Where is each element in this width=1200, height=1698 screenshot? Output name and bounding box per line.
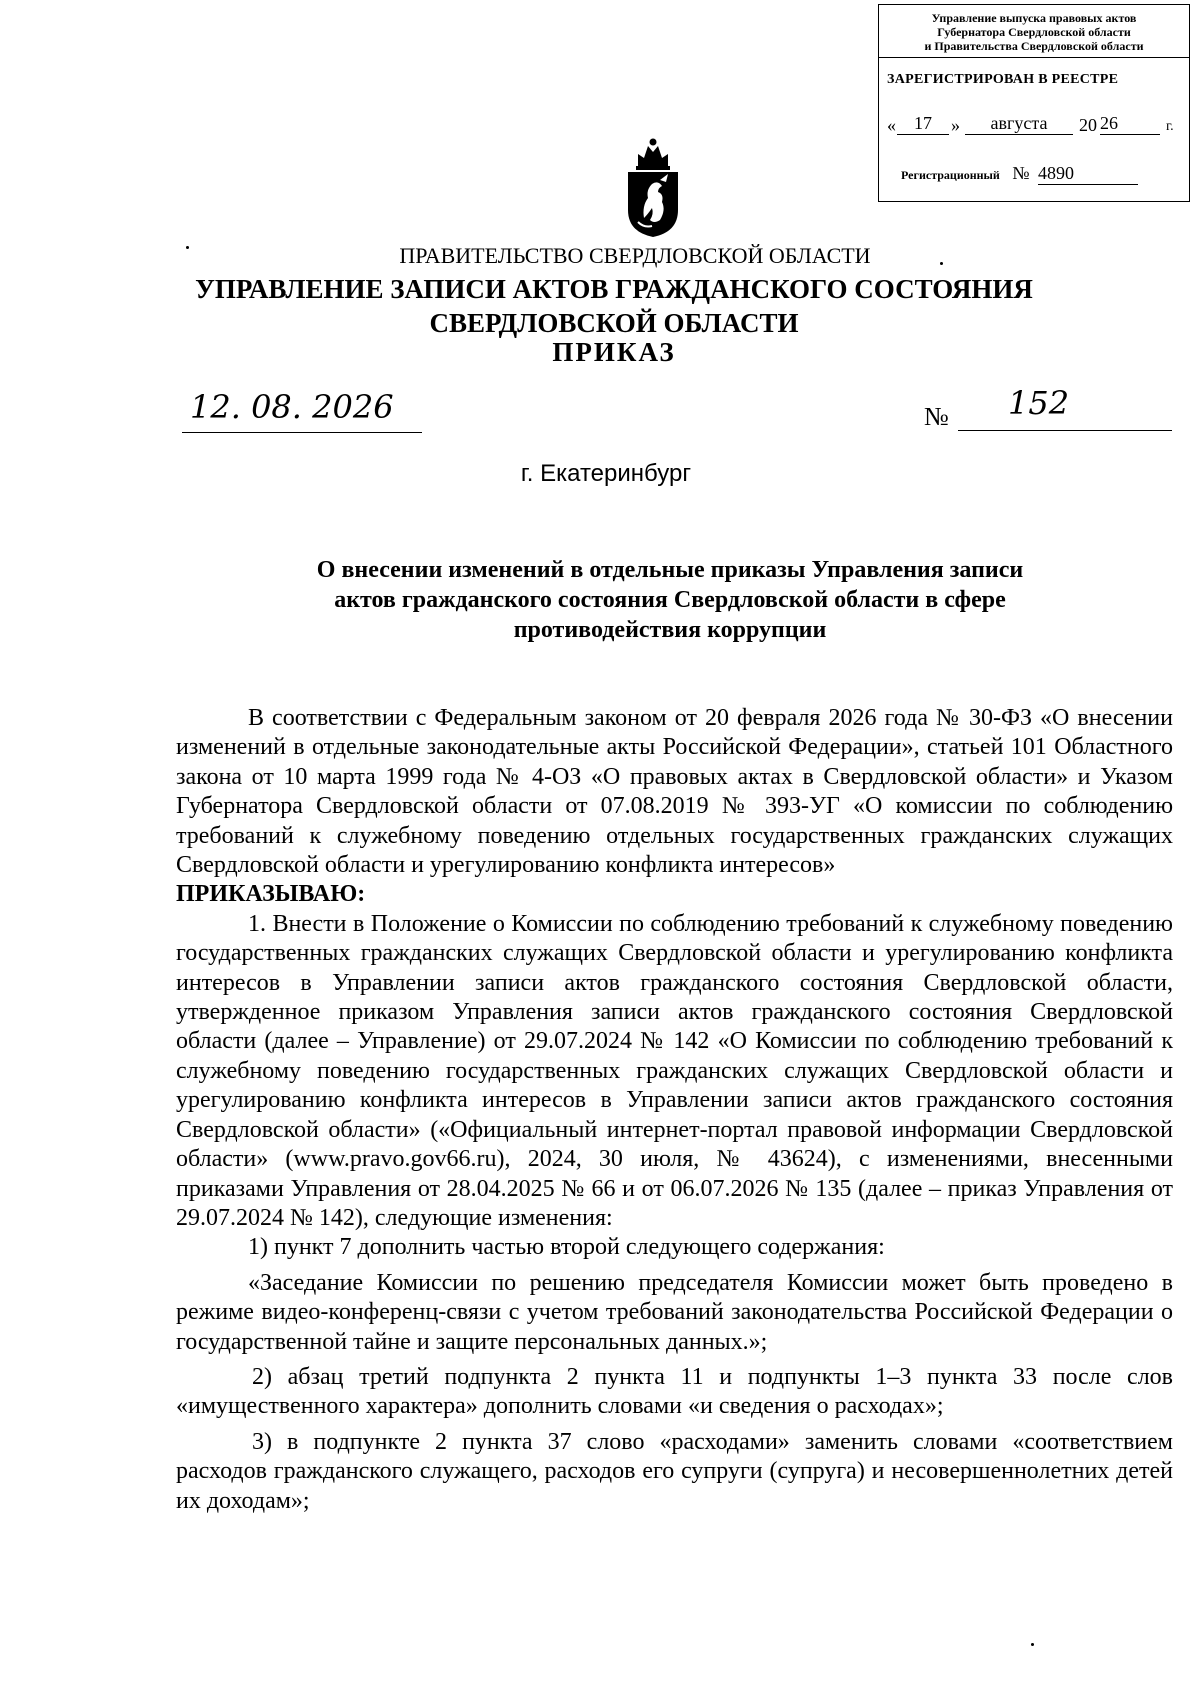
document-title [240,555,1100,645]
document-type: ПРИКАЗ [552,337,676,367]
department-name [0,272,1200,340]
document-body [176,704,1173,1516]
stamp-header [879,5,1189,58]
order-number-label: № [924,402,949,431]
stamp-date-year-suffix: 26 [1100,113,1160,135]
subitem-3-paragraph: 3) в подпункте 2 пункта 37 слово «расходами» заменить словами «соответствием расходов гражданского служащего, расходов его супруги (супруга) и несовершеннолетних детей их доходам»; [176,1428,1173,1514]
stamp-reg-number-row [901,163,1138,185]
document-title-line3: противодействия коррупции [513,617,827,643]
order-number-field [958,386,1172,431]
order-number-handwritten: 152 [1008,384,1070,422]
preamble-paragraph: В соответствии с Федеральным законом от 20 февраля 2026 года № 30-ФЗ «О внесении изменений в отдельные законодательные акты Российской Федерации», статьей 101 Областного закона от 10 марта 1999 года № 4-ОЗ «О правовых актах в Свердловской области» и Указом Губернатора Свердловской области от 07.08.2019 № 393-УГ «О комиссии по соблюдению требований к служебному поведению отдельных государственных гражданских служащих Свердловской области и урегулированию конфликта интересов» [176,705,1173,879]
stamp-reg-no-sign: № [1012,163,1030,183]
subitem-1-paragraph: 1) пункт 7 дополнить частью второй следующего содержания: [248,1234,885,1261]
stamp-date [887,113,1185,139]
registration-stamp [878,4,1190,202]
scan-speck [1031,1643,1034,1646]
stamp-date-close-quote: » [951,115,960,135]
subitem-2-paragraph: 2) абзац третий подпункта 2 пункта 11 и подпункты 1–3 пункта 33 после слов «имущественного характера» дополнить словами «и сведения о расходах»; [176,1363,1173,1420]
stamp-header-line: и Правительства Свердловской области [924,39,1144,53]
stamp-header-line: Управление выпуска правовых актов [931,11,1137,25]
stamp-date-month: августа [965,113,1073,135]
department-name-line2: СВЕРДЛОВСКОЙ ОБЛАСТИ [429,308,799,338]
stamp-date-g: г. [1166,119,1174,134]
stamp-registered-label: ЗАРЕГИСТРИРОВАН В РЕЕСТРЕ [887,72,1119,87]
department-name-line1: УПРАВЛЕНИЕ ЗАПИСИ АКТОВ ГРАЖДАНСКОГО СОСТОЯНИЯ [195,274,1033,304]
stamp-date-year-prefix: 20 [1079,115,1097,135]
quote-1-paragraph: «Заседание Комиссии по решению председателя Комиссии может быть проведено в режиме видео-конференц-связи с учетом требований законодательства Российской Федерации о государственной тайне и защите персональных данных.»; [176,1269,1173,1355]
government-name: ПРАВИТЕЛЬСТВО СВЕРДЛОВСКОЙ ОБЛАСТИ [399,243,871,268]
document-title-line1: О внесении изменений в отдельные приказы Управления записи [316,557,1024,583]
order-date-handwritten: 12. 08. 2026 [190,388,394,426]
order-date-field [182,388,422,433]
stamp-date-day: 17 [897,113,949,135]
stamp-reg-label: Регистрационный [901,168,1000,182]
document-title-line2: актов гражданского состояния Свердловской области в сфере [334,587,1006,613]
scan-speck [940,262,943,265]
order-word: ПРИКАЗЫВАЮ: [176,881,366,908]
coat-of-arms-icon [624,136,682,238]
item-1-paragraph: 1. Внести в Положение о Комиссии по соблюдению требований к служебному поведению государственных гражданских служащих Свердловской области и урегулированию конфликта интересов в Управлении записи актов гражданского состояния Свердловской области, утвержденное приказом Управления записи актов гражданского состояния Свердловской области (далее – Управление) от 29.07.2024 № 142 «О Комиссии по соблюдению требований к служебному поведению государственных гражданских служащих Свердловской области и урегулированию конфликта интересов в Управлении записи актов гражданского состояния Свердловской области» («Официальный интернет-портал правовой информации Свердловской области» (www.pravo.gov66.ru), 2024, 30 июля, № 43624), с изменениями, внесенными приказами Управления от 28.04.2025 № 66 и от 06.07.2026 № 135 (далее – приказ Управления от 29.07.2024 № 142), следующие изменения: [176,910,1173,1231]
city: г. Екатеринбург [520,460,692,487]
stamp-reg-number: 4890 [1038,163,1138,185]
scan-speck [186,246,189,249]
stamp-date-open-quote: « [887,115,896,135]
stamp-header-line: Губернатора Свердловской области [937,25,1131,39]
